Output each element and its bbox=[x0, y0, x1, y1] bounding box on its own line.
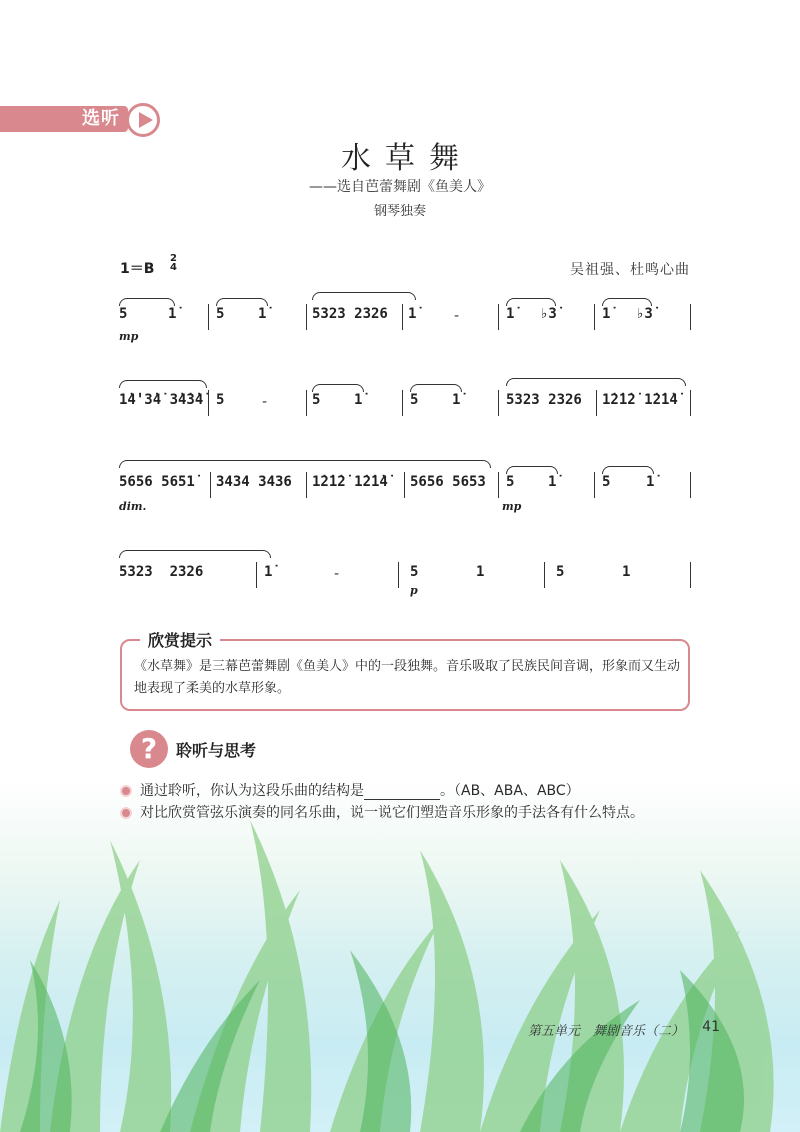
score-note: ♭3̇ bbox=[540, 306, 557, 322]
score-note: 5 bbox=[556, 564, 565, 580]
slur bbox=[602, 298, 652, 306]
question-item-1 bbox=[122, 780, 580, 800]
score-row-3 bbox=[0, 466, 800, 526]
barline bbox=[402, 390, 403, 416]
barline bbox=[498, 472, 499, 498]
listen-think-title: 聆听与思考 bbox=[176, 741, 257, 760]
score-row-1 bbox=[0, 298, 800, 358]
score-note: 1 bbox=[476, 564, 485, 580]
question-item-2 bbox=[122, 802, 644, 822]
footer-unit: 第五单元 舞剧音乐（二） bbox=[527, 1024, 684, 1039]
piece-instrument: 钢琴独奏 bbox=[373, 204, 426, 219]
barline bbox=[596, 390, 597, 416]
piece-title: 水草舞 bbox=[341, 141, 473, 176]
barline bbox=[256, 562, 257, 588]
score-note: 1̇ bbox=[264, 564, 273, 580]
score-note: 1̇ bbox=[506, 306, 515, 322]
score-dash: - bbox=[334, 566, 340, 582]
score-note: 5323 2326 bbox=[119, 564, 204, 580]
slur bbox=[602, 466, 654, 474]
score-note: 5 bbox=[119, 306, 128, 322]
answer-blank bbox=[364, 785, 440, 800]
bullet-icon bbox=[122, 787, 130, 795]
section-tab-label: 选听 bbox=[82, 108, 120, 129]
score-note: 1 bbox=[622, 564, 631, 580]
barline bbox=[690, 390, 691, 416]
score-note: 1̇ bbox=[354, 392, 363, 408]
bullet-icon bbox=[122, 809, 130, 817]
barline bbox=[690, 304, 691, 330]
score-note: 1̇2̇1̇2̇ 1̇2̇1̇4̇ bbox=[602, 392, 678, 408]
score-note: 5656 5653 bbox=[410, 474, 486, 490]
appreciation-tips-text: 《水草舞》是三幕芭蕾舞剧《鱼美人》中的一段独舞。音乐吸取了民族民间音调，形象而又生动地表现了柔美的水草形象。 bbox=[134, 659, 681, 696]
time-signature-bottom: 4 bbox=[170, 262, 177, 273]
barline bbox=[306, 472, 307, 498]
grass-illustration bbox=[0, 780, 800, 1132]
slur bbox=[506, 466, 558, 474]
page-number: 41 bbox=[702, 1019, 720, 1035]
time-signature bbox=[170, 254, 177, 272]
question-1-options: 。（AB、ABA、ABC） bbox=[440, 783, 580, 799]
slur bbox=[506, 298, 556, 306]
score-note: 3434 3436 bbox=[216, 474, 292, 490]
question-1-text: 通过聆听，你认为这段乐曲的结构是 bbox=[140, 783, 364, 799]
score-note: 1̇ bbox=[548, 474, 557, 490]
barline bbox=[594, 472, 595, 498]
slur bbox=[119, 460, 491, 468]
score-note: 5 bbox=[602, 474, 611, 490]
key-signature: 1＝B bbox=[120, 261, 155, 277]
score-note: 5 bbox=[216, 392, 225, 408]
score-note: 1̇2̇1̇2̇ 1̇2̇1̇4̇ bbox=[312, 474, 388, 490]
barline bbox=[210, 472, 211, 498]
slur bbox=[119, 550, 271, 558]
barline bbox=[498, 304, 499, 330]
score-dash: - bbox=[454, 308, 460, 324]
barline bbox=[208, 390, 209, 416]
score-note: 1̇ bbox=[168, 306, 177, 322]
barline bbox=[404, 472, 405, 498]
score-note: 1̇ bbox=[602, 306, 611, 322]
barline bbox=[690, 562, 691, 588]
score-note: ♭3̇ bbox=[636, 306, 653, 322]
slur bbox=[119, 298, 175, 306]
score-row-4 bbox=[0, 556, 800, 616]
barline bbox=[208, 304, 209, 330]
barline bbox=[402, 304, 403, 330]
barline bbox=[306, 304, 307, 330]
score-note: 5 bbox=[216, 306, 225, 322]
appreciation-tips-title: 欣赏提示 bbox=[140, 628, 220, 651]
slur bbox=[410, 384, 462, 392]
dynamic-marking: mp bbox=[119, 330, 139, 343]
slur bbox=[119, 380, 207, 388]
composer-credit: 吴祖强、杜鸣心曲 bbox=[570, 262, 690, 278]
score-note: 5656 5651̇ bbox=[119, 474, 195, 490]
play-icon bbox=[126, 103, 160, 137]
barline bbox=[306, 390, 307, 416]
slur bbox=[216, 298, 268, 306]
piece-subtitle: ——选自芭蕾舞剧《鱼美人》 bbox=[309, 179, 491, 195]
barline bbox=[398, 562, 399, 588]
dynamic-marking: dim. bbox=[119, 500, 147, 513]
question-icon: ? bbox=[130, 730, 168, 768]
score-note: 5 bbox=[312, 392, 321, 408]
barline bbox=[544, 562, 545, 588]
barline bbox=[498, 390, 499, 416]
slur bbox=[312, 292, 416, 300]
score-note: 1̇ bbox=[258, 306, 267, 322]
score-note: 5323 2326 bbox=[506, 392, 582, 408]
section-tab bbox=[0, 103, 160, 133]
barline bbox=[690, 472, 691, 498]
score-note: 5 bbox=[410, 564, 419, 580]
score-note: 1̇4̇'3̇4̇ 3̇4̇3̇4̇ bbox=[119, 392, 204, 408]
score-note: 5 bbox=[506, 474, 515, 490]
score-note: 5 bbox=[410, 392, 419, 408]
barline bbox=[594, 304, 595, 330]
score-note: 1̇ bbox=[646, 474, 655, 490]
slur bbox=[312, 384, 364, 392]
score-note: 1̇ bbox=[408, 306, 417, 322]
dynamic-marking: p bbox=[410, 584, 418, 597]
score-dash: - bbox=[262, 394, 268, 410]
score-note: 5323 2326 bbox=[312, 306, 388, 322]
question-2-text: 对比欣赏管弦乐演奏的同名乐曲，说一说它们塑造音乐形象的手法各有什么特点。 bbox=[140, 805, 644, 821]
score-row-2 bbox=[0, 384, 800, 444]
time-signature-top: 2 bbox=[170, 253, 177, 264]
slur bbox=[506, 378, 686, 386]
dynamic-marking: mp bbox=[502, 500, 522, 513]
score-note: 1̇ bbox=[452, 392, 461, 408]
